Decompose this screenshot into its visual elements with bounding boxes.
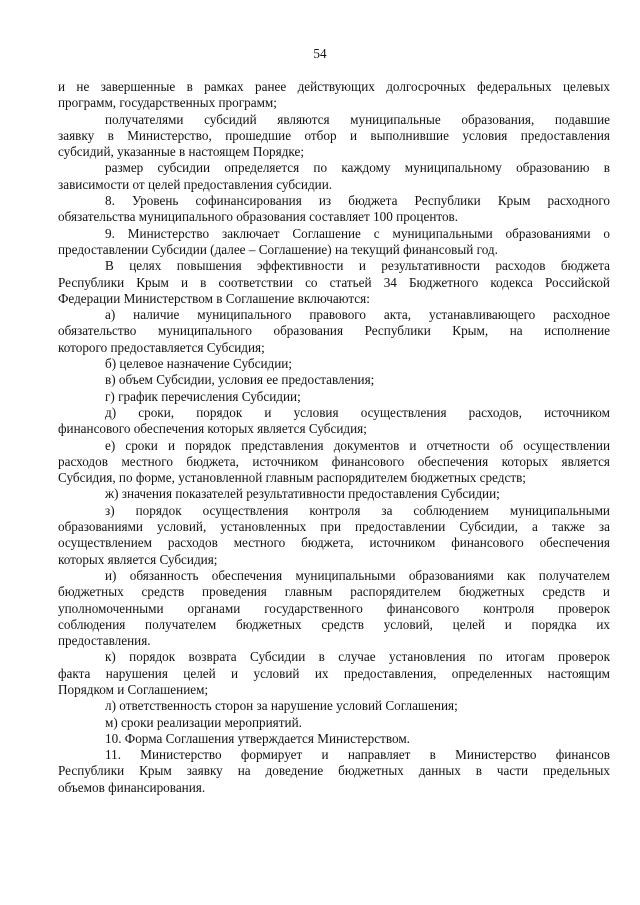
text-line: е) сроки и порядок представления документов и отчетности об осуществлении <box>105 437 610 453</box>
paragraph <box>58 258 610 307</box>
paragraph <box>58 649 610 698</box>
text-line: программ, государственных программ; <box>58 95 277 111</box>
text-line: расходов местного бюджета, источником финансового обеспечения которых является <box>58 453 610 469</box>
text-line: д) сроки, порядок и условия осуществления расходов, источником <box>105 404 610 420</box>
text-line: л) ответственность сторон за нарушение условий Соглашения; <box>105 698 458 714</box>
paragraph <box>58 731 610 747</box>
text-line: и) обязанность обеспечения муниципальными образованиями как получателем <box>105 567 610 583</box>
text-line: Порядком и Соглашением; <box>58 681 209 697</box>
text-line: а) наличие муниципального правового акта, устанавливающего расходное <box>105 307 610 323</box>
text-line: 10. Форма Соглашения утверждается Министерством. <box>105 730 410 746</box>
text-line: обязательство муниципального образования Республики Крым, на исполнение <box>58 323 610 339</box>
text-line: Республики Крым заявку на доведение бюджетных данных в части предельных <box>58 763 610 779</box>
text-line: Республики Крым и в соответствии со статьей 34 Бюджетного кодекса Российской <box>58 274 610 290</box>
paragraph <box>58 438 610 487</box>
text-line: факта нарушения целей и условий их предоставления, определенных настоящим <box>58 665 610 681</box>
paragraph <box>58 112 610 161</box>
paragraph <box>58 405 610 438</box>
text-line: Федерации Министерством в Соглашение включаются: <box>58 290 370 306</box>
text-line: финансового обеспечения которых является Субсидия; <box>58 421 367 437</box>
text-line: уполномоченными органами государственного финансового контроля проверок <box>58 600 610 616</box>
text-line: которых является Субсидия; <box>58 551 218 567</box>
document-body <box>58 79 610 796</box>
paragraph <box>58 715 610 731</box>
paragraph <box>58 747 610 796</box>
paragraph <box>58 389 610 405</box>
text-line: получателями субсидий являются муниципальные образования, подавшие <box>105 111 610 127</box>
text-line: осуществлением расходов местного бюджета, источником финансового обеспечения <box>58 535 610 551</box>
text-line: к) порядок возврата Субсидии в случае установления по итогам проверок <box>105 649 610 665</box>
paragraph <box>58 486 610 502</box>
text-line: з) порядок осуществления контроля за соблюдением муниципальными <box>105 502 610 518</box>
text-line: в) объем Субсидии, условия ее предоставления; <box>105 372 375 388</box>
text-line: предоставления. <box>58 633 151 649</box>
text-line: м) сроки реализации мероприятий. <box>105 714 302 730</box>
paragraph <box>58 356 610 372</box>
text-line: ж) значения показателей результативности предоставления Субсидии; <box>105 486 500 502</box>
text-line: б) целевое назначение Субсидии; <box>105 356 293 372</box>
paragraph <box>58 79 610 112</box>
paragraph <box>58 698 610 714</box>
text-line: соблюдения получателем бюджетных средств условий, целей и порядка их <box>58 616 610 632</box>
text-line: объемов финансирования. <box>58 779 206 795</box>
text-line: г) график перечисления Субсидии; <box>105 388 301 404</box>
text-line: 9. Министерство заключает Соглашение с муниципальными образованиями о <box>105 225 610 241</box>
paragraph <box>58 568 610 649</box>
paragraph <box>58 372 610 388</box>
text-line: которого предоставляется Субсидия; <box>58 339 265 355</box>
text-line: зависимости от целей предоставления субсидии. <box>58 176 333 192</box>
text-line: и не завершенные в рамках ранее действующих долгосрочных федеральных целевых <box>58 79 610 94</box>
text-line: обязательства муниципального образования составляет 100 процентов. <box>58 209 459 225</box>
text-line: Субсидия, по форме, установленной главным распорядителем бюджетных средств; <box>58 470 526 486</box>
text-line: заявку в Министерство, прошедшие отбор и выполнившие условия предоставления <box>58 127 610 143</box>
text-line: размер субсидии определяется по каждому муниципальному образованию в <box>105 160 610 176</box>
paragraph <box>58 503 610 568</box>
page-number: 54 <box>313 46 327 61</box>
text-line: предоставлении Субсидии (далее – Соглашение) на текущий финансовый год. <box>58 241 498 257</box>
paragraph <box>58 307 610 356</box>
paragraph <box>58 226 610 259</box>
text-line: субсидий, указанные в настоящем Порядке; <box>58 144 304 160</box>
text-line: 8. Уровень софинансирования из бюджета Республики Крым расходного <box>105 193 610 209</box>
paragraph <box>58 193 610 226</box>
text-line: 11. Министерство формирует и направляет в Министерство финансов <box>105 747 610 763</box>
text-line: образованиями условий, установленных при предоставлении Субсидии, а также за <box>58 519 610 535</box>
text-line: В целях повышения эффективности и результативности расходов бюджета <box>105 258 610 274</box>
paragraph <box>58 160 610 193</box>
text-line: бюджетных средств проведения главным распорядителем бюджетных средств и <box>58 584 610 600</box>
